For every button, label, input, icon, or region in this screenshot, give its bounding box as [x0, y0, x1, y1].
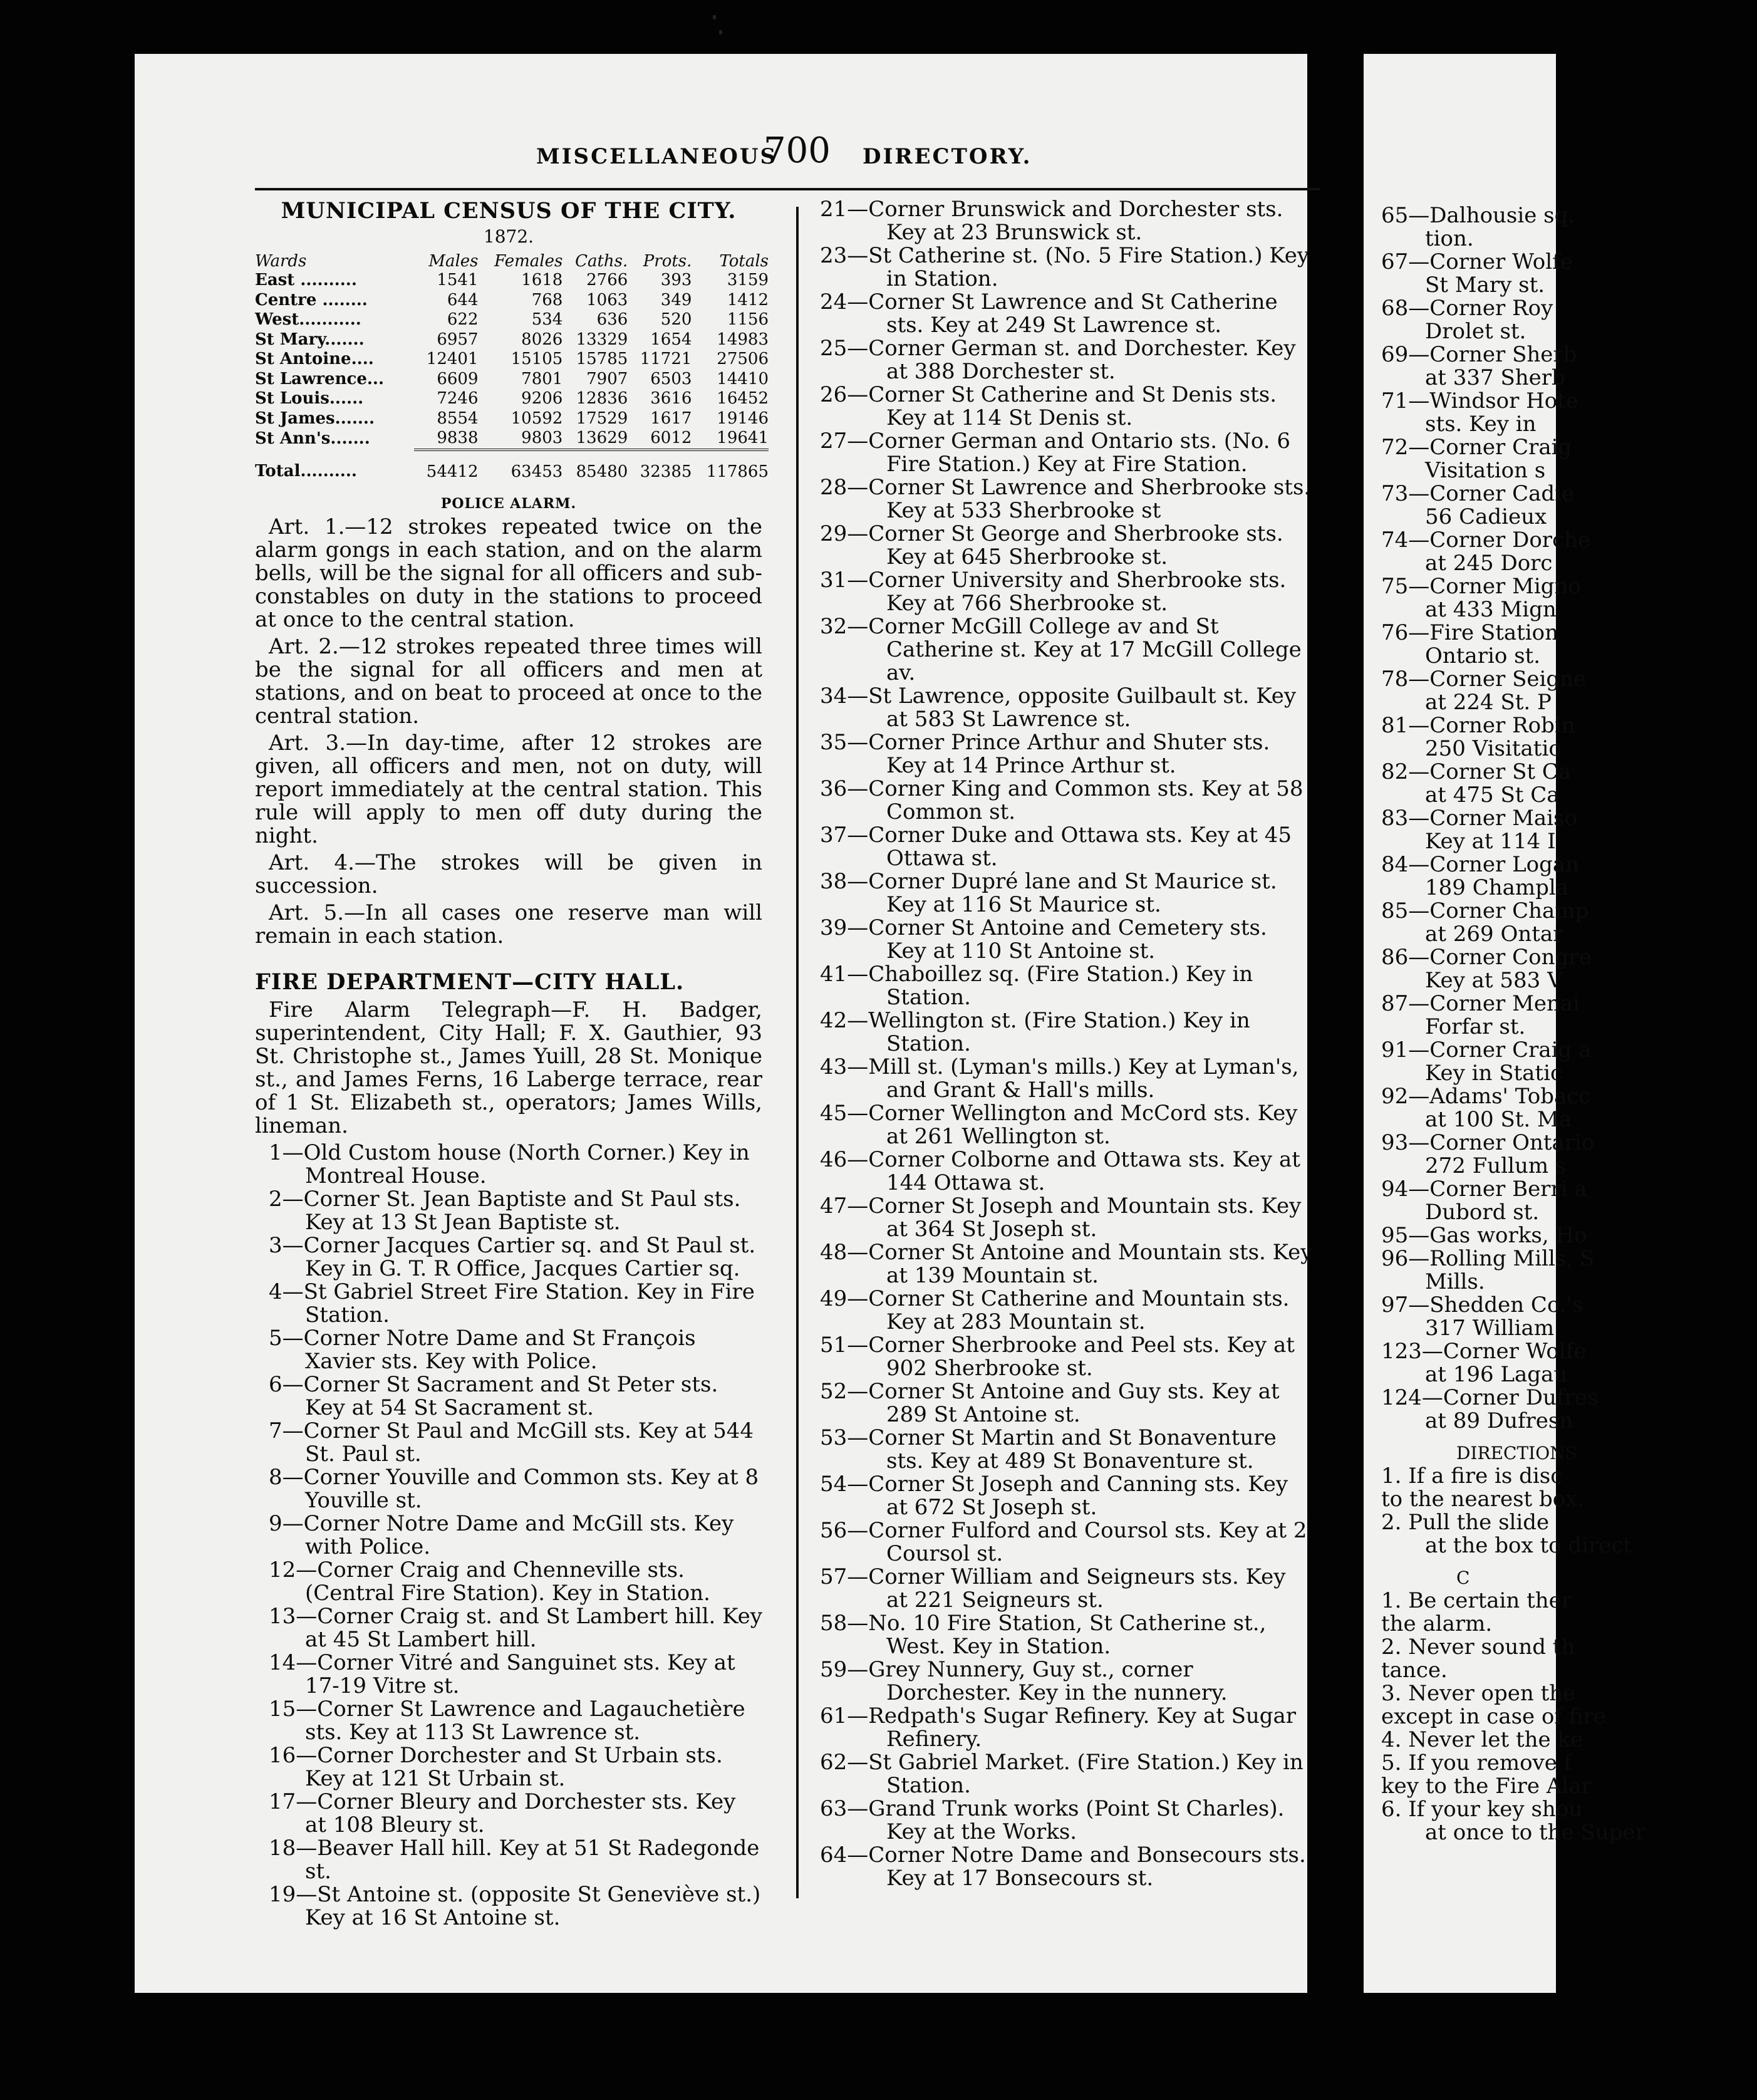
next-page-fragment: 1. Be certain ther: [1381, 1588, 1572, 1613]
next-page-fragment: 86—Corner Congre: [1381, 945, 1592, 970]
next-page-fragment: 87—Corner Menai: [1381, 991, 1580, 1016]
census-cell: 7246: [437, 389, 479, 408]
next-page-fragment: 56 Cadieux: [1425, 504, 1547, 529]
census-cell: 7801: [521, 369, 563, 388]
alarm-box-entry: 23—St Catherine st. (No. 5 Fire Station.) Key in Station.: [820, 243, 1310, 291]
census-row: [255, 330, 769, 350]
next-page-fragment: at 100 St. Ma: [1425, 1107, 1572, 1132]
alarm-box-entry: 51—Corner Sherbrooke and Peel sts. Key at 902 Sherbrooke st.: [820, 1333, 1295, 1381]
next-page-fragment: Key at 114 I: [1425, 829, 1556, 854]
census-cell: 768: [531, 290, 563, 309]
next-page-fragment: 82—Corner St Ca: [1381, 759, 1572, 784]
next-page-fragment: at 89 Dufresn: [1425, 1408, 1573, 1433]
census-cell: 1618: [521, 271, 563, 289]
census-cell: 15785: [576, 350, 628, 368]
census-cell: St James.......: [255, 408, 375, 428]
census-cell: 349: [660, 290, 692, 309]
census-column-header: Females: [494, 252, 563, 271]
next-page-fragment: at 269 Ontar: [1425, 922, 1563, 947]
next-page-fragment: Dubord st.: [1425, 1200, 1540, 1225]
census-total-cell: Total..........: [255, 461, 357, 481]
alarm-box-entry: 54—Corner St Joseph and Canning sts. Key at 672 St Joseph st.: [820, 1472, 1288, 1520]
next-page-fragment: 6. If your key shou: [1381, 1797, 1583, 1822]
next-page-fragment: 95—Gas works, Ho: [1381, 1223, 1587, 1248]
census-column-header: Caths.: [575, 252, 628, 271]
next-page-fragment: to the nearest box.: [1381, 1487, 1585, 1512]
next-page-fragment: St Mary st.: [1425, 273, 1545, 298]
alarm-box-entry: 27—Corner German and Ontario sts. (No. 6 Fire Station.) Key at Fire Station.: [820, 429, 1290, 477]
alarm-box-entry: 43—Mill st. (Lyman's mills.) Key at Lyman's, and Grant & Hall's mills.: [820, 1054, 1299, 1103]
census-cell: 27506: [717, 350, 769, 368]
census-cell: 14410: [717, 369, 769, 388]
census-year: 1872.: [483, 226, 534, 247]
next-page-fragment: 3. Never open the: [1381, 1681, 1576, 1706]
census-cell: 8554: [437, 408, 479, 428]
alarm-box-entry: 41—Chaboillez sq. (Fire Station.) Key in Station.: [820, 962, 1253, 1010]
next-page-fragment: 81—Corner Robin: [1381, 713, 1575, 738]
next-page-fragment: Key in Static: [1425, 1061, 1563, 1086]
column-divider: [796, 207, 799, 1898]
police-article: Art. 1.—12 strokes repeated twice on the alarm gongs in each station, and on the alarm bells, will be the signal for all officers and sub-constables on duty in the stations to proceed at once to the central station.: [255, 514, 762, 632]
next-page-fragment: Drolet st.: [1425, 319, 1526, 344]
next-page-fragment: 93—Corner Ontario: [1381, 1130, 1595, 1155]
police-article: Art. 3.—In day-time, after 12 strokes are given, all officers and men, not on duty, will report immediately at the central station. This rule will apply to men off duty during the night.: [255, 730, 762, 848]
alarm-box-entry: 29—Corner St George and Sherbrooke sts. Key at 645 Sherbrooke st.: [820, 521, 1283, 569]
header-right-word: DIRECTORY.: [863, 144, 1032, 169]
next-page-fragment: at 337 Sherb: [1425, 365, 1565, 390]
alarm-box-entry: 42—Wellington st. (Fire Station.) Key in Station.: [820, 1008, 1250, 1056]
census-cell: 1063: [586, 290, 628, 309]
next-page-fragment: Visitation s: [1425, 458, 1546, 483]
census-cell: 8026: [521, 330, 563, 349]
census-cell: 1156: [727, 310, 769, 329]
census-cell: St Mary.......: [255, 330, 365, 349]
census-column-header: Totals: [719, 252, 769, 271]
next-page-fragment: 94—Corner Berri a: [1381, 1177, 1587, 1202]
alarm-box-entry: 48—Corner St Antoine and Mountain sts. Key at 139 Mountain st.: [820, 1240, 1313, 1288]
census-cell: 13329: [576, 330, 628, 349]
census-total-cell: 63453: [479, 450, 563, 482]
census-cell: 16452: [717, 389, 769, 408]
alarm-box-entry: 64—Corner Notre Dame and Bonsecours sts. Key at 17 Bonsecours st.: [820, 1843, 1306, 1891]
next-page-fragment: DIRECTIONS: [1456, 1443, 1577, 1463]
alarm-box-entry: 21—Corner Brunswick and Dorchester sts. Key at 23 Brunswick st.: [820, 197, 1283, 245]
census-cell: 11721: [640, 350, 692, 368]
alarm-box-entry: 5—Corner Notre Dame and St François Xavier sts. Key with Police.: [269, 1326, 696, 1374]
next-page-fragment: Ontario st.: [1425, 643, 1541, 668]
next-page-fragment: 83—Corner Maiso: [1381, 806, 1577, 831]
alarm-box-entry: 8—Corner Youville and Common sts. Key at 8 Youville st.: [269, 1465, 759, 1513]
census-cell: 1654: [650, 330, 692, 349]
alarm-box-entry: 3—Corner Jacques Cartier sq. and St Paul st. Key in G. T. R Office, Jacques Cartier sq.: [269, 1233, 756, 1281]
next-page-fragment: 76—Fire Station: [1381, 620, 1559, 645]
alarm-box-entry: 18—Beaver Hall hill. Key at 51 St Radegonde st.: [269, 1836, 760, 1884]
next-page-fragment: 123—Corner Wolfe: [1381, 1339, 1587, 1364]
fire-department-title: FIRE DEPARTMENT—CITY HALL.: [255, 969, 685, 995]
census-body: [255, 271, 769, 482]
next-page-fragment: 84—Corner Logan: [1381, 852, 1580, 877]
alarm-box-entry: 58—No. 10 Fire Station, St Catherine st., West. Key in Station.: [820, 1611, 1267, 1659]
census-cell: East ..........: [255, 271, 357, 289]
census-cell: 19641: [717, 429, 769, 447]
census-row: [255, 271, 769, 291]
next-page-fragment: the alarm.: [1381, 1611, 1493, 1636]
next-page-fragment: 91—Corner Craig a: [1381, 1037, 1592, 1063]
census-row: [255, 389, 769, 409]
census-row: [255, 291, 769, 311]
next-page-fragment: tance.: [1381, 1658, 1448, 1683]
alarm-box-entry: 53—Corner St Martin and St Bonaventure sts. Key at 489 St Bonaventure st.: [820, 1425, 1277, 1474]
census-cell: 636: [596, 310, 628, 329]
next-page-fragment: 96—Rolling Mills, S: [1381, 1246, 1595, 1271]
alarm-box-entry: 57—Corner William and Seigneurs sts. Key at 221 Seigneurs st.: [820, 1564, 1286, 1613]
census-cell: St Louis......: [255, 389, 364, 408]
police-article: Art. 5.—In all cases one reserve man will remain in each station.: [255, 900, 762, 949]
alarm-box-entry: 45—Corner Wellington and McCord sts. Key at 261 Wellington st.: [820, 1101, 1298, 1149]
census-row: [255, 350, 769, 370]
census-column-header: Males: [428, 252, 479, 271]
alarm-box-entry: 13—Corner Craig st. and St Lambert hill. Key at 45 St Lambert hill.: [269, 1604, 762, 1652]
alarm-box-entry: 35—Corner Prince Arthur and Shuter sts. Key at 14 Prince Arthur st.: [820, 730, 1270, 778]
next-page-fragment: 272 Fullum s: [1425, 1153, 1567, 1178]
police-articles: [255, 516, 762, 948]
census-cell: 3159: [727, 271, 769, 289]
census-cell: 393: [660, 271, 692, 289]
alarm-box-entry: 49—Corner St Catherine and Mountain sts. Key at 283 Mountain st.: [820, 1286, 1290, 1334]
next-page-fragment: 85—Corner Champ: [1381, 898, 1589, 923]
alarm-box-entry: 46—Corner Colborne and Ottawa sts. Key at 144 Ottawa st.: [820, 1147, 1300, 1195]
alarm-box-entry: 4—St Gabriel Street Fire Station. Key in Fire Station.: [269, 1279, 755, 1328]
census-cell: 534: [531, 310, 563, 329]
census-cell: West...........: [255, 310, 361, 329]
alarm-box-entry: 39—Corner St Antoine and Cemetery sts. Key at 110 St Antoine st.: [820, 915, 1267, 964]
census-cell: 12401: [426, 350, 479, 368]
next-page-fragment: Mills.: [1425, 1269, 1485, 1294]
next-page-fragment: at 433 Mign: [1425, 597, 1557, 622]
page-header: [395, 75, 1146, 171]
alarm-box-entry: 28—Corner St Lawrence and Sherbrooke sts. Key at 533 Sherbrooke st: [820, 475, 1311, 523]
census-cell: St Antoine....: [255, 350, 374, 368]
next-page-fragment: 2. Never sound th: [1381, 1635, 1575, 1660]
next-page-fragment: 97—Shedden Co.'s: [1381, 1292, 1583, 1318]
next-page-fragment: 4. Never let the ke: [1381, 1727, 1583, 1752]
alarm-box-entry: 34—St Lawrence, opposite Guilbault st. Key at 583 St Lawrence st.: [820, 684, 1297, 732]
next-page-fragment: at 475 St Ca: [1425, 782, 1560, 808]
census-header-row: [255, 252, 769, 271]
next-page-fragment: at the box to direct: [1425, 1533, 1632, 1558]
next-page-fragment: 67—Corner Wolfe: [1381, 249, 1573, 274]
speck-mark: [713, 15, 716, 19]
fire-alarm-intro: Fire Alarm Telegraph—F. H. Badger, superintendent, City Hall; F. X. Gauthier, 93 St. Christophe st., James Yuill, 28 St. Monique st., and James Ferns, 16 Laberge terrace, rear of 1 St. Elizabeth st., operators; James Wills, lineman.: [255, 997, 762, 1138]
census-cell: 12836: [576, 389, 628, 408]
next-page-fragment: 68—Corner Roy: [1381, 296, 1553, 321]
census-cell: 15105: [511, 350, 563, 368]
census-cell: 6609: [437, 369, 479, 388]
alarm-box-entry: 2—Corner St. Jean Baptiste and St Paul sts. Key at 13 St Jean Baptiste st.: [269, 1187, 741, 1235]
alarm-box-entry: 7—Corner St Paul and McGill sts. Key at 544 St. Paul st.: [269, 1418, 754, 1467]
alarm-box-entry: 17—Corner Bleury and Dorchester sts. Key at 108 Bleury st.: [269, 1789, 736, 1838]
census-cell: Centre ........: [255, 290, 368, 309]
police-article: Art. 4.—The strokes will be given in succession.: [255, 850, 762, 898]
next-page-fragment: 92—Adams' Tobacc: [1381, 1084, 1591, 1109]
alarm-box-entry: 15—Corner St Lawrence and Lagauchetière sts. Key at 113 St Lawrence st.: [269, 1697, 745, 1745]
alarm-box-entry: 47—Corner St Joseph and Mountain sts. Key at 364 St Joseph st.: [820, 1193, 1302, 1242]
census-cell: 6503: [650, 369, 692, 388]
alarm-box-entry: 26—Corner St Catherine and St Denis sts. Key at 114 St Denis st.: [820, 382, 1277, 430]
alarm-box-list-left: [255, 1141, 762, 1930]
census-cell: 6957: [437, 330, 479, 349]
census-cell: 9206: [521, 389, 563, 408]
census-table: [255, 252, 769, 482]
alarm-box-entry: 9—Corner Notre Dame and McGill sts. Key with Police.: [269, 1511, 734, 1559]
census-total-cell: 54412: [414, 450, 478, 482]
census-cell: 14983: [717, 330, 769, 349]
census-cell: 7907: [586, 369, 628, 388]
census-cell: 19146: [717, 408, 769, 428]
census-total-cell: 32385: [628, 450, 692, 482]
census-total-cell: 85480: [562, 450, 628, 482]
next-page-fragment: 65—Dalhousie sq.: [1381, 203, 1575, 228]
alarm-box-entry: 25—Corner German st. and Dorchester. Key at 388 Dorchester st.: [820, 336, 1296, 384]
census-cell: St Ann's.......: [255, 429, 370, 448]
census-cell: 13629: [576, 429, 628, 447]
left-column: [255, 198, 769, 1930]
census-cell: St Lawrence...: [255, 369, 385, 388]
next-page-fragment: 2. Pull the slide: [1381, 1510, 1550, 1535]
census-cell: 1412: [727, 290, 769, 309]
alarm-box-entry: 12—Corner Craig and Chenneville sts. (Central Fire Station). Key in Station.: [269, 1557, 710, 1606]
alarm-box-entry: 14—Corner Vitré and Sanguinet sts. Key at 17-19 Vitre st.: [269, 1650, 735, 1698]
alarm-box-entry: 52—Corner St Antoine and Guy sts. Key at 289 St Antoine st.: [820, 1379, 1280, 1427]
next-page-fragment: C: [1456, 1567, 1470, 1588]
alarm-box-entry: 63—Grand Trunk works (Point St Charles). Key at the Works.: [820, 1796, 1285, 1844]
census-cell: 1541: [437, 271, 479, 289]
next-page-fragment: 189 Champla: [1425, 875, 1569, 900]
next-page-fragment: sts. Key in: [1425, 412, 1537, 437]
speck-mark: [719, 30, 722, 34]
alarm-box-entry: 37—Corner Duke and Ottawa sts. Key at 45 Ottawa st.: [820, 823, 1292, 871]
header-rule: [255, 188, 1320, 190]
next-page-fragment: 78—Corner Seigne: [1381, 667, 1587, 692]
page-number: 700: [764, 130, 831, 171]
alarm-box-entry: 62—St Gabriel Market. (Fire Station.) Key in Station.: [820, 1750, 1303, 1798]
census-cell: 622: [447, 310, 479, 329]
census-cell: 17529: [576, 408, 628, 428]
alarm-box-entry: 31—Corner University and Sherbrooke sts. Key at 766 Sherbrooke st.: [820, 568, 1287, 616]
next-page-fragment: at once to the Super: [1425, 1820, 1646, 1845]
next-page-fragment: 75—Corner Migno: [1381, 574, 1581, 599]
next-page-fragment: except in case of fire: [1381, 1704, 1606, 1729]
next-page-fragment: Forfar st.: [1425, 1014, 1526, 1039]
census-cell: 6012: [650, 429, 692, 447]
census-title: MUNICIPAL CENSUS OF THE CITY.: [281, 198, 737, 224]
next-page-fragment: at 245 Dorc: [1425, 551, 1553, 576]
alarm-box-entry: 19—St Antoine st. (opposite St Geneviève st.) Key at 16 St Antoine st.: [269, 1882, 761, 1930]
census-column-header: Wards: [255, 252, 307, 271]
next-page-fragment: at 196 Lagau: [1425, 1362, 1568, 1387]
next-page-fragment: 5. If you remove f: [1381, 1750, 1572, 1775]
next-page-fragment: Key at 583 V: [1425, 968, 1563, 993]
census-cell: 644: [447, 290, 479, 309]
alarm-box-entry: 24—Corner St Lawrence and St Catherine sts. Key at 249 St Lawrence st.: [820, 289, 1278, 338]
next-page-fragment: 250 Visitatio: [1425, 736, 1562, 761]
next-page-text: [1381, 204, 1757, 1844]
next-page-fragment: 124—Corner Dufres: [1381, 1385, 1599, 1410]
next-page-fragment: 72—Corner Craig: [1381, 435, 1572, 460]
census-row: [255, 370, 769, 390]
census-cell: 520: [660, 310, 692, 329]
next-page-fragment: 317 William: [1425, 1316, 1555, 1341]
alarm-box-entry: 1—Old Custom house (North Corner.) Key in Montreal House.: [269, 1140, 750, 1188]
census-cell: 3616: [650, 389, 692, 408]
right-column: [819, 198, 1314, 1890]
alarm-box-entry: 32—Corner McGill College av and St Catherine st. Key at 17 McGill College av.: [820, 614, 1302, 685]
police-alarm-title: POLICE ALARM.: [440, 496, 577, 512]
census-total-row: [255, 450, 769, 482]
alarm-box-list-right: [819, 198, 1314, 1890]
alarm-box-entry: 16—Corner Dorchester and St Urbain sts. Key at 121 St Urbain st.: [269, 1743, 723, 1791]
alarm-box-entry: 36—Corner King and Common sts. Key at 58 Common st.: [820, 776, 1303, 824]
alarm-box-entry: 56—Corner Fulford and Coursol sts. Key at 2 Coursol st.: [820, 1518, 1307, 1566]
census-total-cell: 117865: [692, 450, 769, 482]
next-page-fragment: key to the Fire Alar: [1381, 1774, 1592, 1799]
alarm-box-entry: 38—Corner Dupré lane and St Maurice st. Key at 116 St Maurice st.: [820, 869, 1277, 917]
next-page-fragment: 71—Windsor Hote: [1381, 388, 1579, 413]
census-cell: 9838: [437, 429, 479, 447]
next-page-fragment: at 224 St. P: [1425, 690, 1552, 715]
census-row: [255, 409, 769, 429]
alarm-box-entry: 59—Grey Nunnery, Guy st., corner Dorchester. Key in the nunnery.: [820, 1657, 1228, 1705]
next-page-fragment: 69—Corner Sherb: [1381, 342, 1577, 367]
next-book-page: [1364, 54, 1646, 1993]
next-page-fragment: 1. If a fire is disc: [1381, 1463, 1563, 1489]
alarm-box-entry: 61—Redpath's Sugar Refinery. Key at Sugar Refinery.: [820, 1703, 1297, 1752]
census-cell: 10592: [511, 408, 563, 428]
next-page-fragment: tion.: [1425, 226, 1474, 251]
alarm-box-entry: 6—Corner St Sacrament and St Peter sts. Key at 54 St Sacrament st.: [269, 1372, 718, 1420]
census-cell: 9803: [521, 429, 563, 447]
census-column-header: Prots.: [643, 252, 692, 271]
census-cell: 1617: [650, 408, 692, 428]
census-cell: 2766: [586, 271, 628, 289]
police-article: Art. 2.—12 strokes repeated three times will be the signal for all officers and men at stations, and on beat to proceed at once to the central station.: [255, 634, 762, 729]
next-page-fragment: 74—Corner Dorche: [1381, 528, 1591, 553]
next-page-fragment: 73—Corner Cadie: [1381, 481, 1575, 506]
census-row: [255, 429, 769, 450]
header-left-word: MISCELLANEOUS: [536, 144, 778, 169]
census-row: [255, 310, 769, 330]
